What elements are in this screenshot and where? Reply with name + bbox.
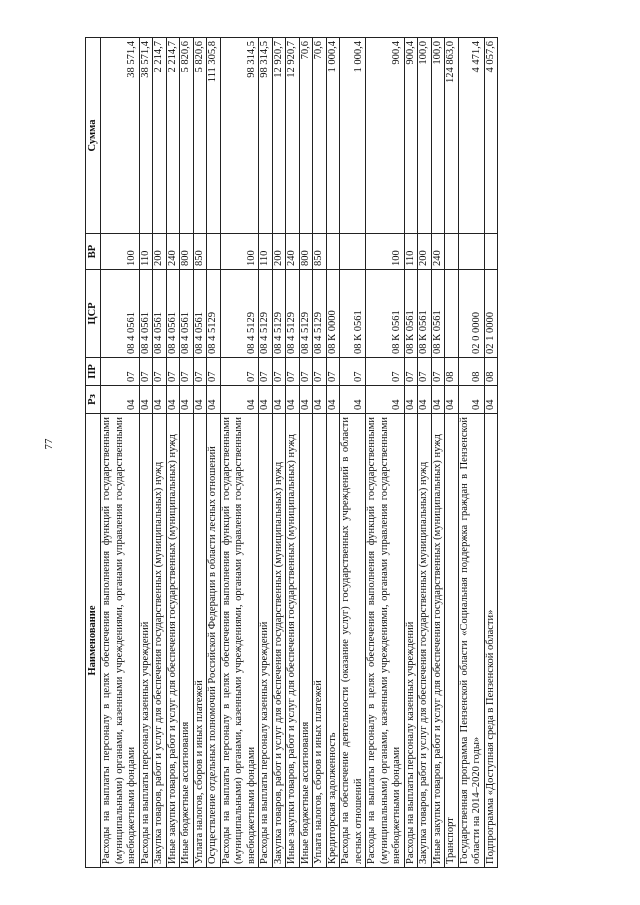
- cell-pr: 08: [445, 358, 459, 386]
- cell-csr: [445, 270, 459, 358]
- cell-sum: 12 920,7: [286, 38, 300, 234]
- table-row: [180, 38, 194, 868]
- cell-vr: [458, 234, 484, 270]
- cell-name: Иные бюджетные ассигнования: [180, 414, 194, 868]
- cell-vr: [484, 234, 498, 270]
- cell-rz: 04: [259, 386, 273, 414]
- cell-rz: 04: [326, 386, 340, 414]
- cell-rz: 04: [366, 386, 405, 414]
- cell-csr: 08 К 0000: [326, 270, 340, 358]
- cell-sum: 4 057,6: [484, 38, 498, 234]
- cell-rz: 04: [340, 386, 366, 414]
- table-row: [166, 38, 180, 868]
- cell-csr: 08 4 0561: [193, 270, 207, 358]
- cell-vr: 240: [166, 234, 180, 270]
- header-csr: ЦСР: [86, 270, 101, 358]
- cell-name: Государственная программа Пензенской области «Социальная поддержка граждан в Пензенской области на 2014–2020 годы»: [458, 414, 484, 868]
- cell-name: Кредиторская задолженность: [326, 414, 340, 868]
- cell-pr: 07: [340, 358, 366, 386]
- table-row: [286, 38, 300, 868]
- cell-sum: 5 820,6: [193, 38, 207, 234]
- cell-sum: 4 471,4: [458, 38, 484, 234]
- cell-sum: 5 820,6: [180, 38, 194, 234]
- cell-rz: 04: [299, 386, 313, 414]
- cell-vr: [445, 234, 459, 270]
- cell-pr: 07: [207, 358, 221, 386]
- cell-pr: 07: [193, 358, 207, 386]
- cell-sum: 70,6: [313, 38, 327, 234]
- cell-sum: 100,0: [418, 38, 432, 234]
- cell-sum: 900,4: [366, 38, 405, 234]
- cell-rz: 04: [431, 386, 445, 414]
- cell-csr: 08 К 0561: [418, 270, 432, 358]
- cell-csr: 08 4 5129: [259, 270, 273, 358]
- cell-sum: 70,6: [299, 38, 313, 234]
- cell-name: Закупка товаров, работ и услуг для обеспечения государственных (муниципальных) нужд: [418, 414, 432, 868]
- cell-rz: 04: [139, 386, 153, 414]
- cell-rz: 04: [445, 386, 459, 414]
- cell-vr: 100: [220, 234, 259, 270]
- cell-name: Закупка товаров, работ и услуг для обеспечения государственных (муниципальных) нужд: [272, 414, 286, 868]
- cell-pr: 07: [366, 358, 405, 386]
- header-rz: Рз: [86, 386, 101, 414]
- budget-table: [85, 37, 498, 868]
- cell-vr: 200: [418, 234, 432, 270]
- cell-name: Иные закупки товаров, работ и услуг для обеспечения государственных (муниципальных) нужд: [286, 414, 300, 868]
- cell-vr: 110: [404, 234, 418, 270]
- cell-pr: 07: [180, 358, 194, 386]
- cell-csr: 08 4 0561: [101, 270, 140, 358]
- cell-csr: 08 К 0561: [366, 270, 405, 358]
- cell-vr: 800: [299, 234, 313, 270]
- table-row: [326, 38, 340, 868]
- cell-rz: 04: [313, 386, 327, 414]
- table-row: [299, 38, 313, 868]
- cell-pr: 07: [166, 358, 180, 386]
- cell-name: Уплата налогов, сборов и иных платежей: [193, 414, 207, 868]
- cell-pr: 07: [272, 358, 286, 386]
- cell-csr: 08 4 5129: [220, 270, 259, 358]
- cell-csr: 08 К 0561: [431, 270, 445, 358]
- cell-csr: 08 4 5129: [207, 270, 221, 358]
- cell-name: Расходы на выплаты персоналу в целях обеспечения выполнения функций государственными (муниципальными) органами, казенными учреждениями, органами управления государственными внебюджетными фондами: [101, 414, 140, 868]
- cell-name: Расходы на обеспечение деятельности (оказание услуг) государственных учреждений в области лесных отношений: [340, 414, 366, 868]
- cell-sum: 98 314,5: [259, 38, 273, 234]
- cell-csr: 08 4 5129: [286, 270, 300, 358]
- cell-name: Транспорт: [445, 414, 459, 868]
- cell-rz: 04: [207, 386, 221, 414]
- cell-rz: 04: [418, 386, 432, 414]
- cell-rz: 04: [153, 386, 167, 414]
- cell-sum: 38 571,4: [139, 38, 153, 234]
- cell-pr: 07: [326, 358, 340, 386]
- cell-pr: 07: [259, 358, 273, 386]
- cell-pr: 07: [286, 358, 300, 386]
- cell-rz: 04: [484, 386, 498, 414]
- cell-vr: 200: [272, 234, 286, 270]
- page-number: 77: [43, 438, 55, 450]
- cell-name: Расходы на выплаты персоналу казенных учреждений: [259, 414, 273, 868]
- cell-csr: 02 1 0000: [484, 270, 498, 358]
- cell-vr: [326, 234, 340, 270]
- cell-pr: 07: [431, 358, 445, 386]
- cell-rz: 04: [101, 386, 140, 414]
- cell-name: Подпрограмма «Доступная среда в Пензенской области»: [484, 414, 498, 868]
- cell-rz: 04: [286, 386, 300, 414]
- cell-sum: 1 000,4: [326, 38, 340, 234]
- cell-name: Расходы на выплаты персоналу в целях обеспечения выполнения функций государственными (муниципальными) органами, казенными учреждениями, органами управления государственными внебюджетными фондами: [366, 414, 405, 868]
- cell-csr: 08 К 0561: [340, 270, 366, 358]
- cell-vr: 100: [101, 234, 140, 270]
- cell-vr: [340, 234, 366, 270]
- cell-pr: 07: [418, 358, 432, 386]
- cell-rz: 04: [458, 386, 484, 414]
- cell-pr: 07: [220, 358, 259, 386]
- cell-name: Расходы на выплаты персоналу казенных учреждений: [404, 414, 418, 868]
- cell-pr: 07: [313, 358, 327, 386]
- table-body: [101, 38, 498, 868]
- cell-sum: 1 000,4: [340, 38, 366, 234]
- cell-pr: 07: [404, 358, 418, 386]
- table-row: [458, 38, 484, 868]
- cell-rz: 04: [404, 386, 418, 414]
- cell-rz: 04: [180, 386, 194, 414]
- table-row: [139, 38, 153, 868]
- cell-pr: 07: [299, 358, 313, 386]
- table-row: [445, 38, 459, 868]
- cell-sum: 900,4: [404, 38, 418, 234]
- table-row: [193, 38, 207, 868]
- cell-csr: 08 К 0561: [404, 270, 418, 358]
- table-container: [85, 38, 552, 868]
- cell-vr: 240: [431, 234, 445, 270]
- cell-sum: 124 863,0: [445, 38, 459, 234]
- cell-name: Иные закупки товаров, работ и услуг для обеспечения государственных (муниципальных) нужд: [431, 414, 445, 868]
- table-row: [484, 38, 498, 868]
- cell-pr: 07: [153, 358, 167, 386]
- cell-sum: 12 920,7: [272, 38, 286, 234]
- cell-csr: 08 4 0561: [139, 270, 153, 358]
- cell-sum: 100,0: [431, 38, 445, 234]
- table-row: [366, 38, 405, 868]
- table-row: [418, 38, 432, 868]
- table-header-row: [86, 38, 101, 868]
- cell-csr: 08 4 5129: [299, 270, 313, 358]
- cell-sum: 2 214,7: [153, 38, 167, 234]
- table-row: [207, 38, 221, 868]
- cell-csr: 08 4 5129: [272, 270, 286, 358]
- cell-vr: 850: [193, 234, 207, 270]
- cell-name: Иные бюджетные ассигнования: [299, 414, 313, 868]
- cell-vr: 100: [366, 234, 405, 270]
- header-sum: Сумма: [86, 38, 101, 234]
- cell-sum: 2 214,7: [166, 38, 180, 234]
- cell-name: Закупка товаров, работ и услуг для обеспечения государственных (муниципальных) нужд: [153, 414, 167, 868]
- table-row: [101, 38, 140, 868]
- table-row: [431, 38, 445, 868]
- header-pr: ПР: [86, 358, 101, 386]
- table-row: [272, 38, 286, 868]
- cell-vr: 110: [259, 234, 273, 270]
- cell-rz: 04: [193, 386, 207, 414]
- cell-pr: 08: [484, 358, 498, 386]
- cell-sum: 98 314,5: [220, 38, 259, 234]
- header-name: Наименование: [86, 414, 101, 868]
- cell-name: Расходы на выплаты персоналу в целях обеспечения выполнения функций государственными (муниципальными) органами, казенными учреждениями, органами управления государственными внебюджетными фондами: [220, 414, 259, 868]
- cell-name: Расходы на выплаты персоналу казенных учреждений: [139, 414, 153, 868]
- cell-vr: [207, 234, 221, 270]
- cell-csr: 08 4 0561: [166, 270, 180, 358]
- cell-csr: 08 4 0561: [153, 270, 167, 358]
- cell-name: Иные закупки товаров, работ и услуг для обеспечения государственных (муниципальных) нужд: [166, 414, 180, 868]
- cell-csr: 08 4 0561: [180, 270, 194, 358]
- cell-rz: 04: [166, 386, 180, 414]
- table-row: [340, 38, 366, 868]
- cell-vr: 240: [286, 234, 300, 270]
- cell-vr: 110: [139, 234, 153, 270]
- table-row: [313, 38, 327, 868]
- cell-rz: 04: [220, 386, 259, 414]
- header-vr: ВР: [86, 234, 101, 270]
- table-row: [153, 38, 167, 868]
- cell-name: Осуществление отдельных полномочий Российской Федерации в области лесных отношений: [207, 414, 221, 868]
- table-row: [404, 38, 418, 868]
- cell-csr: 02 0 0000: [458, 270, 484, 358]
- cell-pr: 08: [458, 358, 484, 386]
- cell-pr: 07: [101, 358, 140, 386]
- cell-pr: 07: [139, 358, 153, 386]
- cell-sum: 38 571,4: [101, 38, 140, 234]
- cell-csr: 08 4 5129: [313, 270, 327, 358]
- rotated-table-frame: [85, 38, 552, 868]
- cell-vr: 800: [180, 234, 194, 270]
- cell-vr: 850: [313, 234, 327, 270]
- table-row: [259, 38, 273, 868]
- cell-sum: 111 305,8: [207, 38, 221, 234]
- table-row: [220, 38, 259, 868]
- cell-rz: 04: [272, 386, 286, 414]
- cell-name: Уплата налогов, сборов и иных платежей: [313, 414, 327, 868]
- cell-vr: 200: [153, 234, 167, 270]
